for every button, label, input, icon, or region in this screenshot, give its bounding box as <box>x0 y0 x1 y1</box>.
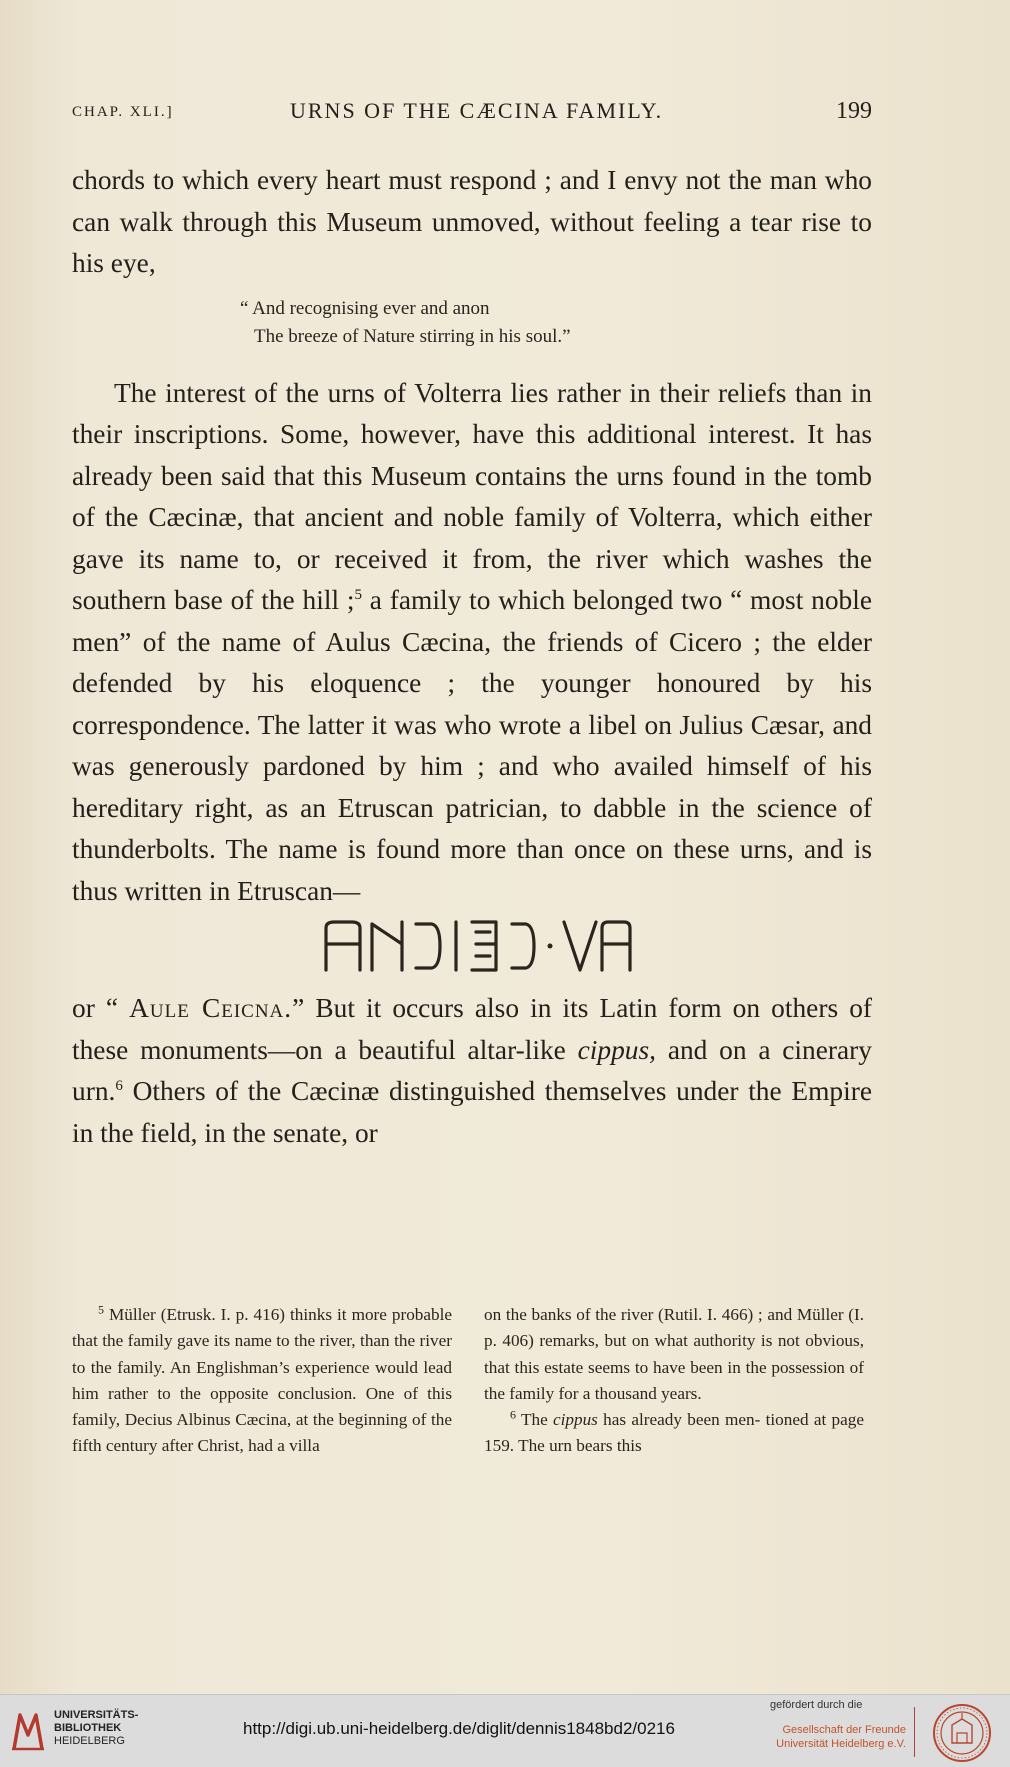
text-line: to dabble in the science of thunderbolts. The name is <box>72 792 872 864</box>
text-line: belonged two “ most noble men” of the name of Aulus <box>72 585 872 657</box>
footnote-line: family. An Englishman’s experience <box>117 1357 370 1377</box>
text-line: reliefs than in their inscriptions. Some, however, have <box>72 377 872 449</box>
footnote-fragment: The <box>516 1410 553 1430</box>
footnote-line: on the banks of the river (Rutil. I. <box>484 1305 718 1324</box>
text-line: themselves under the Empire in the field, in the senate, or <box>72 1076 872 1148</box>
italic-cippus: cippus <box>553 1410 598 1430</box>
footnote-line: the fifth century after Christ, had a villa <box>72 1410 452 1456</box>
text-line: Cæcina, the friends of Cicero ; the elder defended by his <box>72 626 872 698</box>
paragraph-aule-ceicna <box>72 988 872 1154</box>
text-fragment: Others of the Cæcinæ distinguished <box>122 1076 536 1106</box>
viewer-footer <box>0 1694 1010 1767</box>
italic-cippus: cippus, <box>577 1034 657 1065</box>
text-line: Museum contains the urns found in the tomb of the <box>72 460 872 532</box>
page-number: 199 <box>836 98 872 124</box>
aule-ceicna: Aule Ceicna. <box>129 993 293 1023</box>
footnote-line: Müller (Etrusk. I. p. 416) thinks it <box>104 1305 347 1324</box>
text-line: himself of his hereditary right, as an Etruscan patrician, <box>72 751 873 823</box>
verse-line: The breeze of Nature stirring in his soul.” <box>254 325 571 347</box>
text-fragment: and on a cinerary urn. <box>72 1034 872 1106</box>
text-line: not the man who can walk through this Museum unmoved, <box>72 165 872 237</box>
library-logo-icon <box>10 1709 46 1753</box>
body-text <box>72 160 872 1154</box>
text-line: was generously pardoned by him ; and who availed <box>72 751 693 781</box>
running-head <box>72 98 872 128</box>
text-line: without feeling a tear rise to his eye, <box>72 206 872 278</box>
text-fragment: others of these monuments—on a beautiful altar-like <box>72 993 873 1065</box>
running-title: URNS OF THE CÆCINA FAMILY. <box>290 98 664 123</box>
permalink-url[interactable]: http://digi.ub.uni-heidelberg.de/diglit/dennis1848bd2/0216 <box>243 1719 675 1738</box>
footnote-line: name to the river, than the river to the <box>72 1331 452 1377</box>
verse-line: “ And recognising ever and anon <box>240 297 490 319</box>
footnote-marker-5: 5 <box>98 1302 104 1317</box>
paragraph-urns-of-volterra <box>72 373 872 913</box>
footnote-6 <box>484 1407 864 1460</box>
library-name-line: HEIDELBERG <box>54 1735 125 1747</box>
footer-divider <box>914 1707 915 1757</box>
funded-by-label: gefördert durch die <box>770 1699 863 1711</box>
verse-quotation <box>72 295 872 351</box>
text-line: this additional interest. It has already been said that this <box>72 419 872 491</box>
text-fragment: or “ <box>72 993 130 1023</box>
footnote-line: would lead him rather to the opposite <box>72 1357 453 1403</box>
footnote-line: Albinus Cæcina, at the beginning of <box>176 1410 427 1430</box>
society-name <box>758 1723 906 1751</box>
footnote-column-right <box>484 1302 864 1460</box>
etruscan-inscription <box>72 914 872 984</box>
text-line: in Etruscan— <box>208 875 361 906</box>
footnote-fragment: has already been men- <box>597 1410 761 1430</box>
text-line: found more than once on these urns, and is thus written <box>72 834 872 906</box>
footnote-5-continued <box>484 1302 864 1407</box>
text-line: a family to which <box>361 585 566 615</box>
footnote-line: the possession of the family for a <box>484 1357 864 1403</box>
paragraph-continuation <box>72 160 872 285</box>
footnote-5 <box>72 1302 452 1460</box>
footnote-line: that this estate seems to have been in <box>484 1357 741 1377</box>
text-fragment: ” But it occurs also in its Latin form on <box>292 993 761 1023</box>
text-line: The latter it was who wrote a libel on Julius Cæsar, and <box>257 709 872 740</box>
text-line: eloquence ; the younger honoured by his correspondence. <box>72 668 872 740</box>
footnote-column-left <box>72 1302 452 1460</box>
text-line: Cæcinæ, that ancient and noble family of Volterra, which <box>148 502 800 532</box>
text-line: chords to which every heart must respond ; and I envy <box>72 165 678 195</box>
footnote-line: tioned at page 159. The urn bears this <box>484 1410 864 1456</box>
footnote-line: but on what authority is not obvious, <box>604 1331 864 1351</box>
society-name-line: Universität Heidelberg e.V. <box>776 1738 906 1750</box>
footnote-ref-5: 5 <box>354 586 362 603</box>
library-name <box>54 1709 138 1748</box>
footnote-line: conclusion. One of this family, Decius <box>72 1383 453 1430</box>
footnote-marker-6: 6 <box>510 1407 516 1422</box>
footnote-line: 466) ; and Müller (I. p. 406) remarks, <box>484 1305 865 1351</box>
footnote-ref-6: 6 <box>115 1077 123 1094</box>
society-name-line: Gesellschaft der Freunde <box>782 1724 906 1736</box>
chapter-label: CHAP. XLI.] <box>72 104 174 120</box>
text-line: washes the southern base of the hill ; <box>72 543 873 615</box>
library-name-line: BIBLIOTHEK <box>54 1722 122 1734</box>
university-seal-icon <box>932 1703 992 1763</box>
library-name-line: UNIVERSITÄTS- <box>54 1709 139 1721</box>
footnote-line: more probable that the family gave its <box>72 1305 453 1351</box>
text-line: The interest of the urns of Volterra lies rather in their <box>114 377 710 408</box>
etruscan-inscription-glyphs <box>312 914 632 976</box>
footnote-line: thousand years. <box>594 1383 702 1403</box>
text-line: either gave its name to, or received it from, the river which <box>72 502 872 574</box>
